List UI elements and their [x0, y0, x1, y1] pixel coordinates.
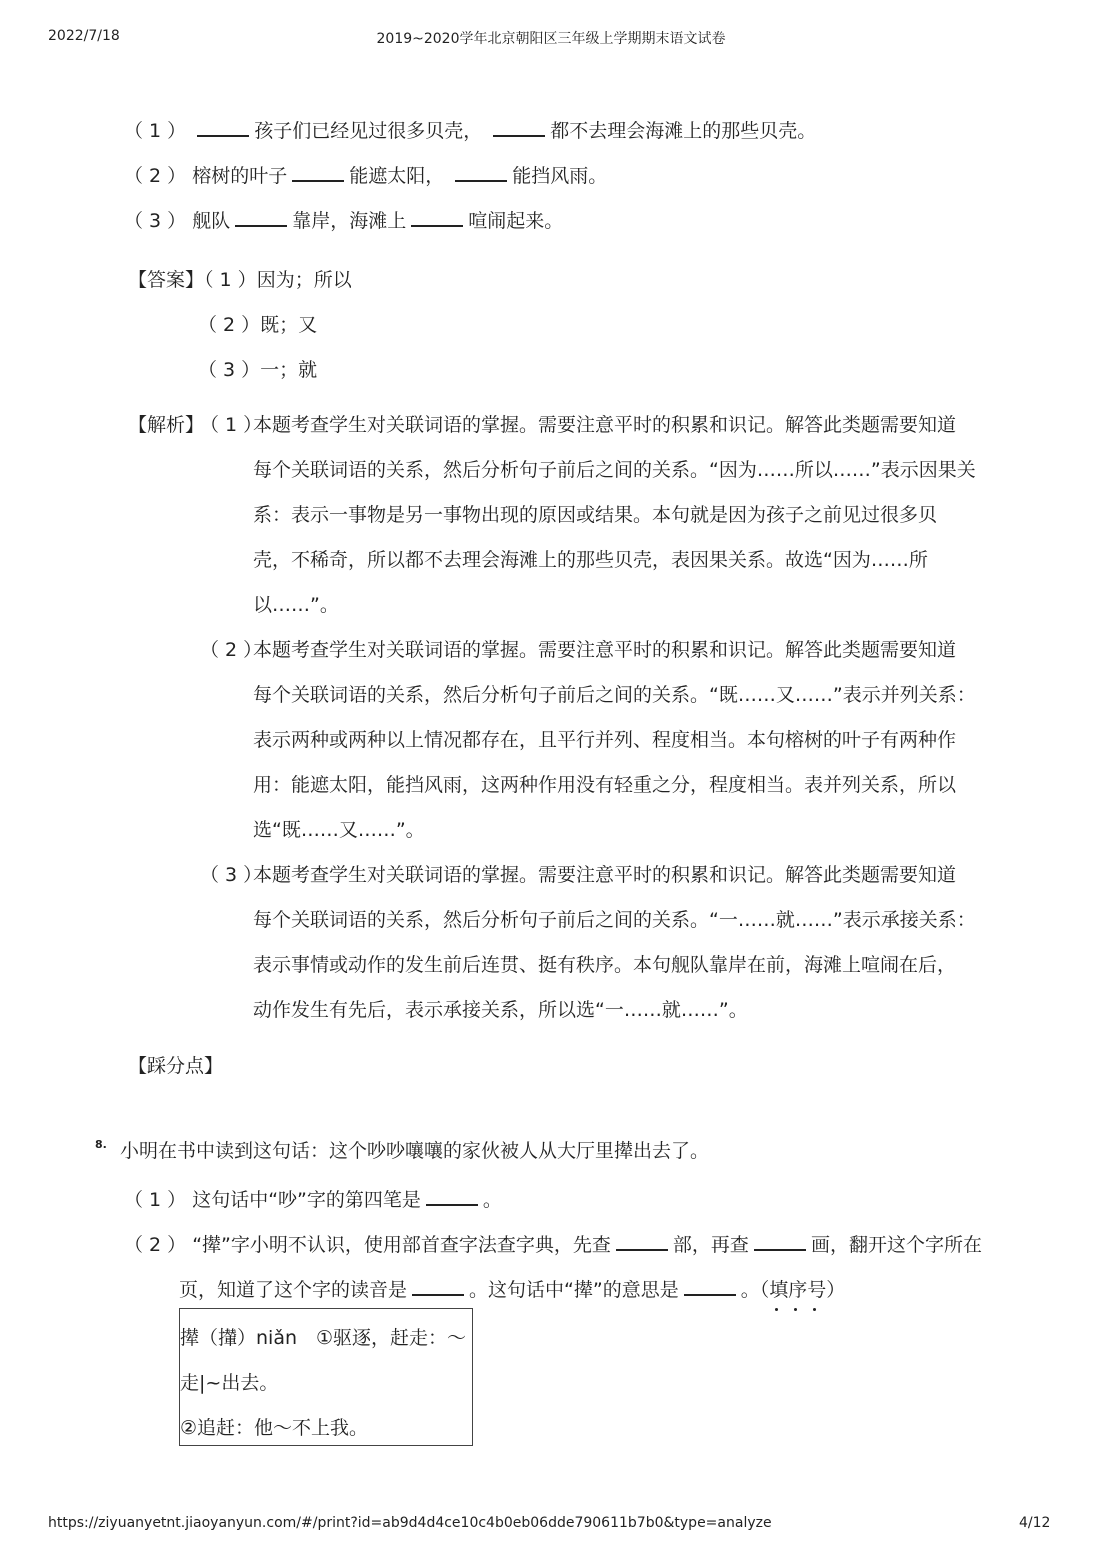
- item-text: “撵”字小明不认识，使用部首查字法查字典，先查: [192, 1234, 611, 1256]
- answer-text: 一；就: [260, 359, 318, 381]
- analysis-3-index: （ 3 ）: [200, 864, 263, 886]
- item-text: 。这句话中“撵”的意思是: [469, 1279, 679, 1301]
- analysis-line: 表示两种或两种以上情况都存在，且平行并列、程度相当。本句榕树的叶子有两种作: [253, 729, 957, 751]
- answer-text: 既；又: [260, 314, 318, 336]
- answer-index: （ 1 ）: [204, 269, 257, 291]
- print-date: 2022/7/18: [48, 28, 120, 44]
- dictionary-line: 走|~出去。: [180, 1372, 279, 1394]
- analysis-line: 每个关联词语的关系，然后分析句子前后之间的关系。“一……就……”表示承接关系：: [253, 909, 976, 931]
- analysis-line: 动作发生有先后，表示承接关系，所以选“一……就……”。: [253, 999, 748, 1021]
- answer-blank[interactable]: [235, 206, 287, 227]
- answer-index: （ 2 ）: [198, 314, 261, 336]
- item-index: （ 2 ）: [124, 165, 187, 187]
- item-text: 能遮太阳，: [349, 165, 445, 187]
- answer-blank[interactable]: [493, 116, 545, 137]
- item-text: 。: [482, 1189, 502, 1211]
- answer-blank[interactable]: [616, 1230, 668, 1251]
- item-index: （ 3 ）: [124, 210, 187, 232]
- analysis-line: 每个关联词语的关系，然后分析句子前后之间的关系。“既……又……”表示并列关系：: [253, 684, 976, 706]
- item-index: （ 1 ）: [124, 120, 187, 142]
- emphasis-text: 填序号: [769, 1279, 826, 1301]
- answer-line-1: [128, 269, 352, 292]
- emphasis-dot: [813, 1308, 816, 1311]
- analysis-line: 本题考查学生对关联词语的掌握。需要注意平时的积累和识记。解答此类题需要知道: [253, 864, 957, 886]
- analysis-line: 每个关联词语的关系，然后分析句子前后之间的关系。“因为……所以……”表示因果关: [253, 459, 976, 481]
- item-index: （ 2 ）: [124, 1234, 187, 1256]
- item-text: 。（: [740, 1279, 770, 1301]
- item-text: 页，知道了这个字的读音是: [179, 1279, 408, 1301]
- answer-blank[interactable]: [412, 1275, 464, 1296]
- answer-blank[interactable]: [754, 1230, 806, 1251]
- q8-sub-2-line-2: [179, 1275, 845, 1302]
- item-text: 舰队: [192, 210, 231, 232]
- answer-blank[interactable]: [197, 116, 249, 137]
- answer-blank[interactable]: [684, 1275, 736, 1296]
- item-text: ）: [826, 1279, 846, 1301]
- answer-blank[interactable]: [455, 161, 507, 182]
- q8-sub-2-line-1: [124, 1230, 982, 1257]
- item-text: 部，再查: [672, 1234, 749, 1256]
- item-text: 都不去理会海滩上的那些贝壳。: [550, 120, 817, 142]
- answer-blank[interactable]: [426, 1185, 478, 1206]
- question-number: 8.: [95, 1138, 107, 1151]
- analysis-line: 表示事情或动作的发生前后连贯、挺有秩序。本句舰队靠岸在前，海滩上喧闹在后，: [253, 954, 957, 976]
- analysis-label: 【解析】: [128, 414, 205, 436]
- q7-item-2: [124, 161, 607, 188]
- q7-item-1: [124, 116, 816, 143]
- dictionary-line: ②追赶：他～不上我。: [180, 1417, 369, 1439]
- item-text: 榕树的叶子: [192, 165, 288, 187]
- analysis-line: 选“既……又……”。: [253, 819, 425, 841]
- dictionary-entry-box: [179, 1308, 473, 1446]
- answer-index: （ 3 ）: [198, 359, 261, 381]
- document-title: 2019~2020学年北京朝阳区三年级上学期期末语文试卷: [376, 31, 726, 47]
- item-text: 画，翻开这个字所在: [810, 1234, 982, 1256]
- analysis-2-index: （ 2 ）: [200, 639, 263, 661]
- dictionary-line: 撵（攆）niǎn ①驱逐，赶走：～: [180, 1327, 467, 1349]
- answer-blank[interactable]: [292, 161, 344, 182]
- q8-stem: 小明在书中读到这句话：这个吵吵嚷嚷的家伙被人从大厅里撵出去了。: [120, 1140, 710, 1162]
- answer-line-3: [198, 359, 317, 382]
- answer-line-2: [198, 314, 317, 337]
- item-text: 孩子们已经见过很多贝壳，: [254, 120, 483, 142]
- analysis-1-index: （ 1 ）: [200, 414, 263, 436]
- analysis-line: 以……”。: [253, 594, 339, 616]
- item-text: 喧闹起来。: [468, 210, 564, 232]
- analysis-line: 壳，不稀奇，所以都不去理会海滩上的那些贝壳，表因果关系。故选“因为……所: [253, 549, 928, 571]
- analysis-line: 本题考查学生对关联词语的掌握。需要注意平时的积累和识记。解答此类题需要知道: [253, 639, 957, 661]
- answer-text: 因为；所以: [256, 269, 352, 291]
- analysis-line: 用：能遮太阳，能挡风雨，这两种作用没有轻重之分，程度相当。表并列关系，所以: [253, 774, 957, 796]
- item-text: 这句话中“吵”字的第四笔是: [192, 1189, 421, 1211]
- analysis-line: 本题考查学生对关联词语的掌握。需要注意平时的积累和识记。解答此类题需要知道: [253, 414, 957, 436]
- q8-sub-1: [124, 1185, 502, 1212]
- emphasis-dot: [794, 1308, 797, 1311]
- q7-item-3: [124, 206, 563, 233]
- answer-label: 【答案】: [128, 269, 205, 291]
- scoring-points-label: 【踩分点】: [128, 1055, 224, 1077]
- item-index: （ 1 ）: [124, 1189, 187, 1211]
- page-number: 4/12: [1019, 1515, 1051, 1531]
- page-url: https://ziyuanyetnt.jiaoyanyun.com/#/print?id=ab9d4d4ce10c4b0eb06dde790611b7b0&type=analyze: [48, 1515, 772, 1531]
- analysis-line: 系：表示一事物是另一事物出现的原因或结果。本句就是因为孩子之前见过很多贝: [253, 504, 938, 526]
- item-text: 靠岸，海滩上: [292, 210, 407, 232]
- item-text: 能挡风雨。: [512, 165, 608, 187]
- emphasis-dot: [775, 1308, 778, 1311]
- answer-blank[interactable]: [411, 206, 463, 227]
